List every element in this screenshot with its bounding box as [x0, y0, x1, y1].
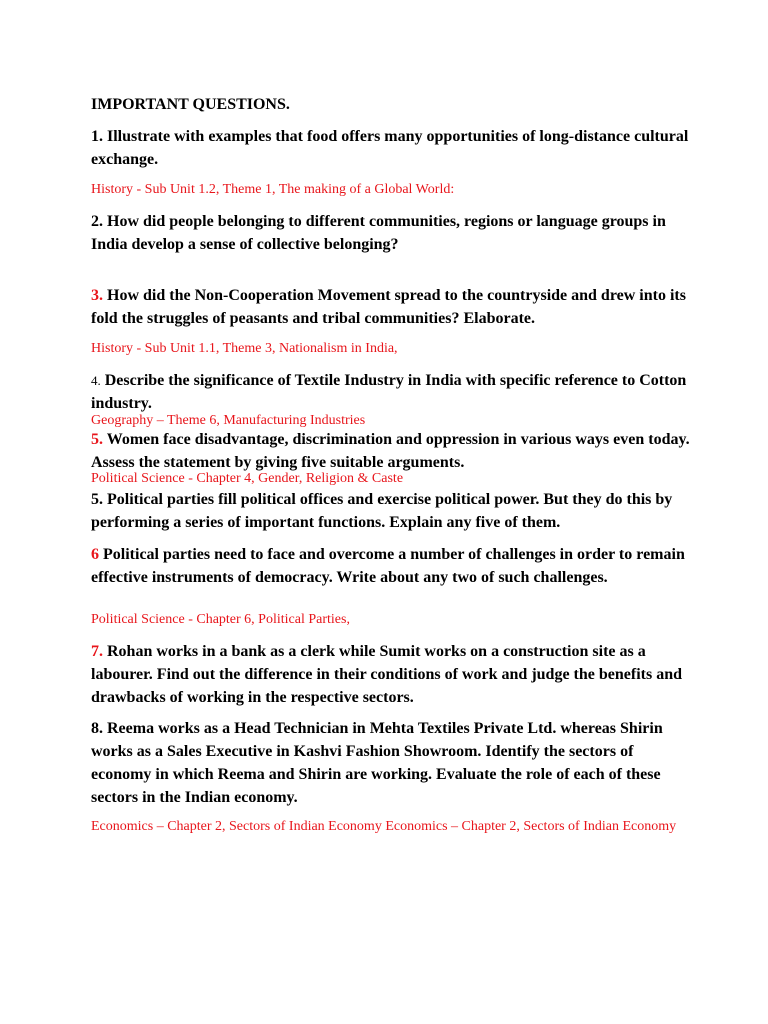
question-number: 6: [91, 546, 99, 563]
question-5-parties: [91, 488, 691, 534]
question-number: 3.: [91, 287, 103, 304]
question-6: [91, 543, 691, 589]
question-text: Women face disadvantage, discrimination and oppression in various ways even today. Assess the statement by giving five suitable arguments.: [91, 431, 690, 471]
reference-polsci-parties: Political Science - Chapter 6, Political Parties,: [91, 612, 350, 627]
question-number: 5.: [91, 431, 103, 448]
question-number: 8.: [91, 720, 103, 737]
question-text: Political parties need to face and overcome a number of challenges in order to remain effective instruments of democracy. Write about any two of such challenges.: [91, 546, 685, 586]
question-number: 5.: [91, 491, 103, 508]
question-5-women: [91, 428, 691, 474]
reference-history-global-world: History - Sub Unit 1.2, Theme 1, The making of a Global World:: [91, 182, 455, 197]
reference-history-nationalism: History - Sub Unit 1.1, Theme 3, Nationalism in India,: [91, 341, 398, 356]
question-2: [91, 210, 691, 256]
reference-economics-sectors: Economics – Chapter 2, Sectors of Indian Economy Economics – Chapter 2, Sectors of Indian Economy: [91, 819, 677, 834]
question-7: [91, 640, 691, 709]
question-1: [91, 125, 691, 171]
question-text: How did people belonging to different communities, regions or language groups in India develop a sense of collective belonging?: [91, 213, 666, 253]
question-3: [91, 284, 691, 330]
question-number: 4.: [91, 373, 101, 388]
question-text: Illustrate with examples that food offers many opportunities of long-distance cultural exchange.: [91, 128, 689, 168]
question-text: How did the Non-Cooperation Movement spread to the countryside and drew into its fold the struggles of peasants and tribal communities? Elaborate.: [91, 287, 686, 327]
reference-polsci-gender: Political Science - Chapter 4, Gender, Religion & Caste: [91, 471, 404, 486]
question-number: 2.: [91, 213, 103, 230]
question-text: Political parties fill political offices and exercise political power. But they do this by performing a series of important functions. Explain any five of them.: [91, 491, 673, 531]
question-8: [91, 717, 691, 809]
question-4: [91, 369, 691, 415]
question-text: Describe the significance of Textile Industry in India with specific reference to Cotton industry.: [91, 372, 687, 412]
question-number: 1.: [91, 128, 103, 145]
page-title: IMPORTANT QUESTIONS.: [91, 96, 290, 113]
reference-geography-manufacturing: Geography – Theme 6, Manufacturing Industries: [91, 413, 366, 428]
question-text: Reema works as a Head Technician in Mehta Textiles Private Ltd. whereas Shirin works as a Sales Executive in Kashvi Fashion Showroom. Identify the sectors of economy in which Reema and Shirin are working. Evaluate the role of each of these sectors in the Indian economy.: [91, 720, 663, 806]
question-text: Rohan works in a bank as a clerk while Sumit works on a construction site as a labourer. Find out the difference in their conditions of work and judge the benefits and drawbacks of working in the respective sectors.: [91, 643, 683, 706]
question-number: 7.: [91, 643, 103, 660]
